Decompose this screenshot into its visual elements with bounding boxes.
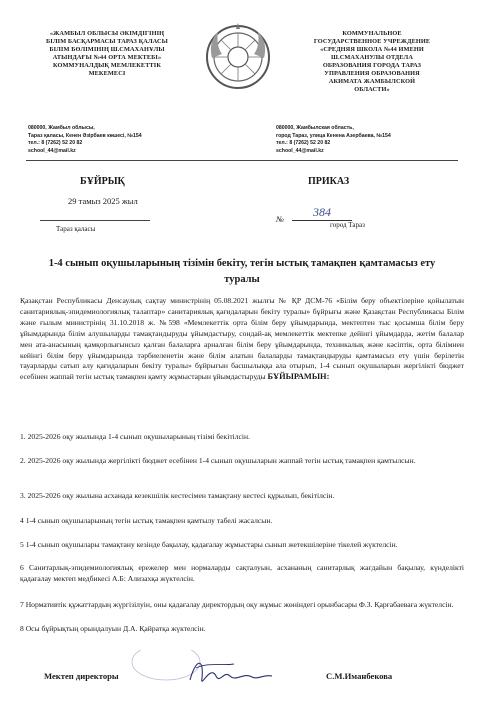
header-ru-line: УПРАВЛЕНИЯ ОБРАЗОВАНИЯ (324, 70, 420, 77)
signature-label: Мектеп директоры (44, 671, 119, 681)
header-ru-line: АКИМАТА ЖАМБЫЛСКОЙ (328, 78, 416, 85)
address-kz-email: school_44@mail.kz (28, 147, 76, 154)
state-emblem-icon (204, 22, 272, 92)
doc-date: 29 тамыз 2025 жыл (68, 196, 138, 206)
address-kz-line: тел.: 8 (7262) 52 20 82 (28, 140, 83, 146)
address-ru-email: school_44@mail.kz (276, 147, 324, 154)
document-title: 1-4 сынып оқушыларының тізімін бекіту, тегін ыстық тамақпен қамтамасыз ету туралы (48, 258, 436, 285)
header-divider (26, 160, 458, 161)
school-stamp-and-signature (126, 650, 316, 698)
header-kz-line: «ЖАМБЫЛ ОБЛЫСЫ ӘКІМДІГІНІҢ (49, 30, 165, 37)
header-ru-line: Ш.СМАХАНУЛЫ ОТДЕЛА (331, 54, 413, 61)
order-item-2: 2. 2025-2026 оқу жылында жергілікті бюджет есебінен 1-4 сынып оқушыларын жаппай тегін ыстық тамақпен қамтылсын. (20, 456, 416, 465)
header-kz-line: КОММУНАЛДЫҚ МЕМЛЕКЕТТІК (52, 62, 162, 69)
header-kz-line: МЕКЕМЕСІ (88, 70, 126, 77)
address-ru (276, 125, 456, 155)
doc-number: 384 (292, 205, 352, 221)
header-kz-line: АТЫНДАҒЫ №44 ОРТА МЕКТЕБІ» (52, 54, 162, 61)
header-ru-line: ГОСУДАРСТВЕННОЕ УЧРЕЖДЕНИЕ (313, 38, 431, 45)
intro-text: Қазақстан Республикасы Денсаулық сақтау министрінің 05.08.2021 жылғы № ҚР ДСМ-76 «Білім беру объектілеріне қойылатын санитариялық-эпидемиологиялық талаптар» санитариялық қағидаларын бекіту туралы» бұйрығы және Қазақстан Республикасы Білім және ғылым министрінің 31.10.2018 ж. №598 «Мемлекеттік орта білім беру ұйымдарында, мектептен тыс қосымша білім беру ұйымдарында білім алушыларды тамақтандыруды ұйымдастыру, сондай-ақ мемлекеттік мектепке дейінгі ұйымдарда, жетім балалар мен ата-анасының қамқорлығынсыз қалған балаларға арналған білім беру ұйымдарында, техникалық және кәсіптік, орта білімнен кейінгі білім беру ұйымдарында тәрбиеленетін және білім алатын балаларды тамақтандыруды қамтамасыз ету үшін берілетін тауарларды сатып алу қағидаларын бекіту туралы» бұйрығын басшылыққа ала отырып, 1-4 сынып оқушыларын жергілікті бюджет есебінен жаппай тегін ыстық тамақпен қамту жұмыстарын ұйымдастыруды (20, 296, 464, 382)
city-kz: Тараз қаласы (56, 225, 96, 233)
signature-name: С.М.Иманбекова (326, 671, 393, 681)
order-item-8: 8 Осы бұйрықтың орындалуын Д.А. Қайратқа жүктелсін. (20, 624, 206, 633)
address-kz-line: 080000, Жамбыл облысы, (28, 125, 95, 131)
address-kz-line: Тараз қаласы, Кенен Әзірбаев көшесі, №154 (28, 132, 142, 139)
order-item-5: 5 1-4 сынып оқушылары тамақтану кезінде бақылау, қадағалау жұмыстары сынып жетекшілеріне тікелей жүктелсін. (20, 540, 398, 549)
doc-number-label: № (276, 214, 285, 224)
address-ru-line: 080000, Жамбылская область, (276, 125, 354, 131)
city-ru: город Тараз (330, 221, 365, 229)
intro-paragraph (20, 296, 464, 383)
address-ru-line: город Тараз, улица Кенена Азербаева, №154 (276, 132, 391, 139)
address-kz (28, 125, 188, 155)
header-kz-line: БІЛІМ БӨЛІМІНІҢ Ш.СМАХАНҰЛЫ (49, 46, 165, 53)
doc-type-ru: ПРИКАЗ (308, 176, 350, 187)
header-kz-line: БІЛІМ БАСҚАРМАСЫ ТАРАЗ ҚАЛАСЫ (46, 38, 168, 45)
header-kz (28, 30, 186, 78)
header-ru-line: «СРЕДНЯЯ ШКОЛА №44 ИМЕНИ (320, 46, 424, 53)
order-keyword: БҰЙЫРАМЫН: (267, 372, 330, 382)
order-item-6: 6 Санитарлық-эпидемиологиялық ережелер мен нормаларды сақталуын, асхананың санитарлық жағдайын бақылау, күнделікті қадағалау мектеп медбикесі А.Б: Ализахқа жүктелсін. (20, 563, 464, 583)
header-ru-line: КОММУНАЛЬНОЕ (342, 30, 402, 37)
city-underline (40, 220, 150, 221)
doc-type-kz: БҰЙРЫҚ (80, 176, 125, 187)
order-item-1: 1. 2025-2026 оқу жылында 1-4 сынып оқушыларының тізімі бекітілсін. (20, 432, 251, 441)
header-ru-line: ОБРАЗОВАНИЯ ГОРОДА ТАРАЗ (322, 62, 422, 69)
header-ru-line: ОБЛАСТИ» (354, 86, 390, 93)
order-item-4: 4 1-4 сынып оқушыларының тегін ыстық тамақпен қамтылу табелі жасалсын. (20, 516, 273, 525)
address-ru-line: тел.: 8 (7262) 52 20 82 (276, 140, 331, 146)
order-item-3: 3. 2025-2026 оқу жылына асханада кезекшілік кестесімен тамақтану кестесі құрылып, бекітілсін. (20, 491, 335, 500)
header-ru (286, 30, 458, 94)
order-item-7: 7 Нормативтік құжаттардың жүргізілуін, оны қадағалау директордың оқу жұмыс жөніндегі орынбасары Ф.З. Қарғабаеваға жүктелсін. (20, 600, 454, 609)
